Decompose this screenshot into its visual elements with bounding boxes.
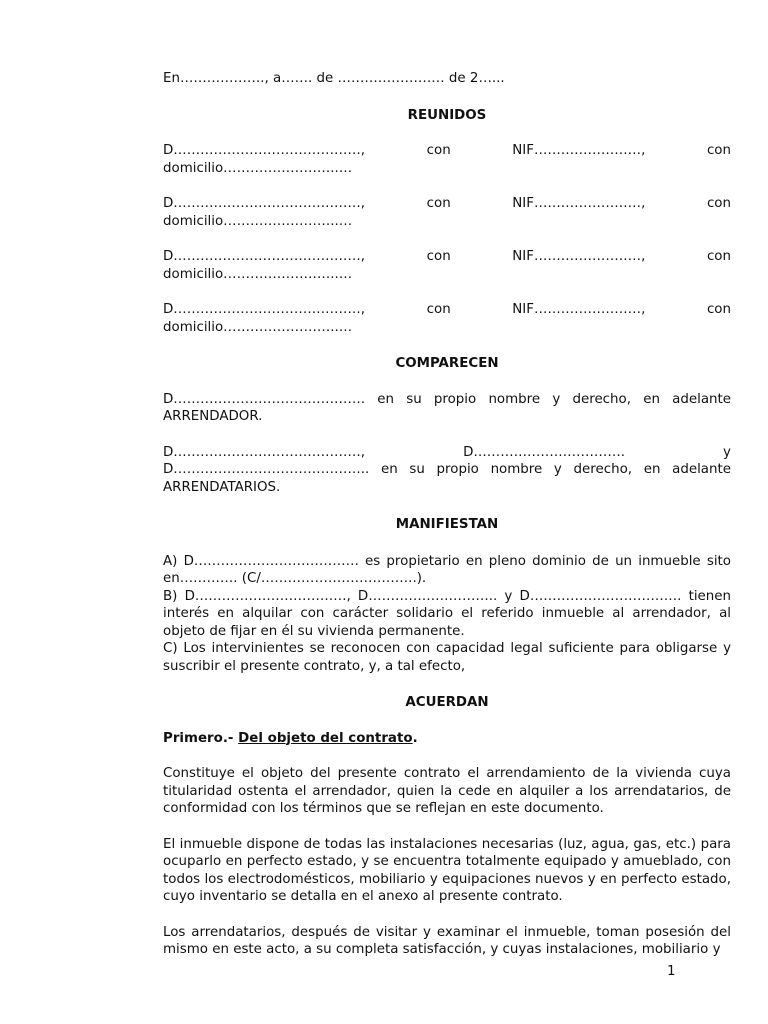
manifiestan-b: B) D……………………………., D……………………….. y D……………………………. tienen interés en alquilar con carácter solidario el referido inmueble al arrendador, al objeto de fijar en él su vivienda permanente. (163, 588, 731, 639)
clause-paragraph: Constituye el objeto del presente contrato el arrendamiento de la vivienda cuya titularidad ostenta el arrendador, quien la cede en alquiler a los arrendatarios, de conformidad con los términos que se reflejan en este documento. (163, 766, 731, 816)
party-nif: NIF……………………, (512, 196, 646, 211)
arrendatario-1: D……………………………………, (163, 444, 366, 460)
party-block (163, 142, 731, 177)
party-domicilio: domicilio……………………..… (163, 160, 353, 176)
clause-title: Del objeto del contrato (238, 730, 413, 746)
party-name: D……………………………………, (163, 196, 366, 211)
clause-paragraph: El inmueble dispone de todas las instalaciones necesarias (luz, agua, gas, etc.) para ocuparlo en perfecto estado, y se encuentra totalmente equipado y amueblado, con todos los electrodomésticos, mobiliario y equipaciones nuevos y en perfecto estado, cuyo inventario se detalla en el anexo al presente contrato. (163, 836, 731, 904)
document-body (163, 70, 731, 959)
page-number: 1 (667, 964, 676, 979)
party-con-end: con (706, 196, 731, 211)
clause-paragraph: Los arrendatarios, después de visitar y examinar el inmueble, toman posesión del mismo en este acto, a su completa satisfacción, y cuyas instalaciones, mobiliario y (163, 924, 731, 957)
party-con-end: con (706, 143, 731, 158)
party-name: D……………………………………, (163, 249, 366, 264)
clause-number: Primero.- (163, 730, 234, 746)
arrendatarios-rest: D…………………………………….. en su propio nombre y derecho, en adelante ARRENDATARIOS. (163, 462, 731, 495)
party-block (163, 248, 731, 283)
manifiestan-a: A) D………………………………. es propietario en pleno dominio de un inmueble sito en…………. (C/……………………………..). (163, 553, 731, 586)
party-domicilio: domicilio……………………..… (163, 266, 353, 282)
party-name: D……………………………………, (163, 302, 366, 317)
clause-heading (163, 730, 731, 748)
party-line (163, 195, 731, 213)
party-line (163, 142, 731, 160)
arrendatario-2: D……………………………. (463, 444, 625, 460)
party-block (163, 301, 731, 336)
party-domicilio: domicilio……………………..… (163, 319, 353, 335)
party-line (163, 301, 731, 319)
party-name: D……………………………………, (163, 143, 366, 158)
manifiestan-c: C) Los intervinientes se reconocen con capacidad legal suficiente para obligarse y suscribir el presente contrato, y, a tal efecto, (163, 641, 731, 674)
comparecen-arrendador: D……………………………………. en su propio nombre y derecho, en adelante ARRENDADOR. (163, 391, 731, 424)
party-nif: NIF……………………, (512, 249, 646, 264)
party-con: con (426, 143, 451, 158)
party-con-end: con (706, 249, 731, 264)
conjunction-y: y (723, 444, 731, 460)
heading-comparecen: COMPARECEN (395, 356, 499, 371)
party-domicilio: domicilio……………………..… (163, 213, 353, 229)
heading-manifiestan: MANIFIESTAN (395, 517, 499, 532)
party-line (163, 248, 731, 266)
party-con: con (426, 196, 451, 211)
party-con: con (426, 249, 451, 264)
clause-period: . (412, 730, 418, 746)
heading-acuerdan: ACUERDAN (405, 695, 489, 710)
party-nif: NIF……………………, (512, 143, 646, 158)
party-con-end: con (706, 302, 731, 317)
heading-reunidos: REUNIDOS (407, 107, 487, 123)
opening-line: En………………., a……. de …………………… de 2…... (163, 71, 505, 86)
party-con: con (426, 302, 451, 317)
comparecen-arrendatarios (163, 444, 731, 497)
party-block (163, 195, 731, 230)
arrendatarios-line (163, 444, 731, 462)
party-nif: NIF……………………, (512, 302, 646, 317)
